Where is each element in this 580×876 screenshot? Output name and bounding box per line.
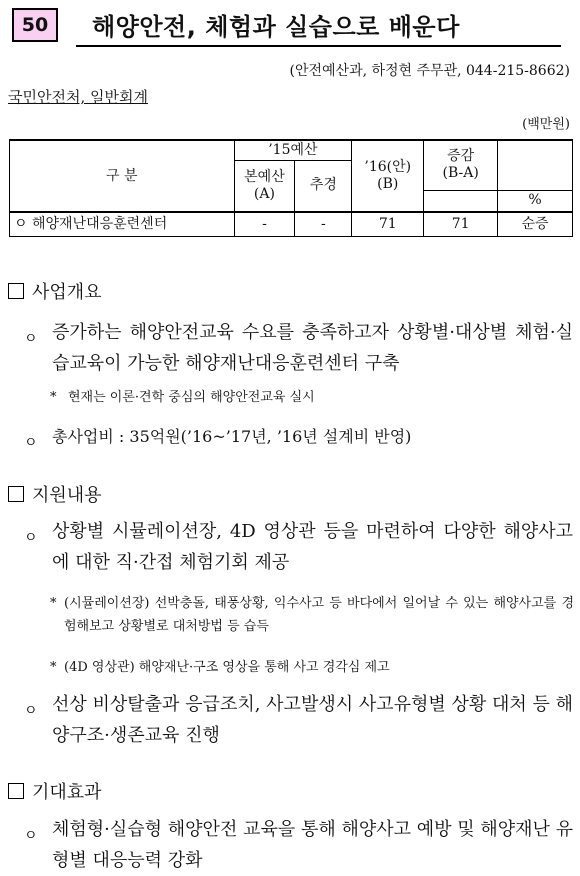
header-main-label: 본예산 [244,168,285,185]
circle-bullet-icon: ㅇ [24,331,38,347]
section-heading-label: 사업개요 [32,282,102,303]
title-underline [76,45,561,47]
unit-label: (백만원) [522,117,570,132]
section-heading-effects [8,778,102,804]
header-budget15: ’15예산 [234,140,352,160]
header-supp: 추경 [295,160,352,212]
note-item [50,656,574,679]
list-item [24,689,573,751]
note-text: (4D 영상관) 해양재난·구조 영상을 통해 사고 경각심 제고 [64,660,390,675]
header-change-sub: (B-A) [442,165,479,182]
list-item [24,421,573,452]
list-item [24,317,573,379]
bullet-text: 총사업비 : 35억원(’16~’17년, ’16년 설계비 반영) [52,427,412,446]
bullet-text: 상황별 시뮬레이션장, 4D 영상관 등을 마련하여 다양한 해양사고에 대한 직·간접 체험기회 제공 [52,521,573,573]
list-item [24,516,573,578]
header-change [424,140,498,190]
cell-main: - [234,212,295,236]
page-title: 해양안전, 체험과 실습으로 배운다 [92,13,460,41]
cell-b16: 71 [352,212,424,236]
header-division: 구 분 [10,140,235,212]
section-number-badge [12,8,58,42]
cell-pct: 순증 [498,212,573,236]
checkbox-square-icon [8,783,24,799]
note-text: 현재는 이론·견학 중심의 해양안전교육 실시 [68,390,315,405]
section-heading-overview [8,278,102,304]
note-text: (시뮬레이션장) 선박충돌, 태풍상황, 익수사고 등 바다에서 일어날 수 있는 해양사고를 경험해보고 상황별로 대처방법 등 습득 [64,596,574,634]
circle-bullet-icon: ㅇ [24,530,38,546]
circle-bullet-icon: ㅇ [24,435,38,451]
header-change-spacer [424,190,498,212]
checkbox-square-icon [8,486,24,502]
cell-supp: - [295,212,352,236]
section-heading-label: 지원내용 [32,485,102,506]
bullet-text: 증가하는 해양안전교육 수요를 충족하고자 상황별·대상별 체험·실습교육이 가능한 해양재난대응훈련센터 구축 [52,322,573,374]
section-heading-support [8,481,102,507]
header-pct-spacer [498,140,573,190]
checkbox-square-icon [8,283,24,299]
budget-table [9,139,573,237]
organization-account: 국민안전처, 일반회계 [8,88,148,106]
header-main-sub: (A) [253,185,275,202]
header-change-label: 증감 [447,148,475,165]
cell-change: 71 [424,212,498,236]
header-16-label: ’16(안) [364,159,412,175]
note-item [50,386,570,409]
circle-bullet-icon: ㅇ [24,703,38,719]
note-item [50,592,574,638]
header-pct: % [498,190,573,212]
asterisk-icon: * [50,596,57,611]
row-name: ㅇ 해양재난대응훈련센터 [10,212,235,236]
bullet-text: 체험형·실습형 해양안전 교육을 통해 해양사고 예방 및 해양재난 유형별 대응능력 강화 [52,819,573,871]
header-main [234,160,295,212]
header-16-sub: (B) [377,176,399,192]
header-16 [352,140,424,212]
table-row [10,212,573,236]
asterisk-icon: * [50,660,57,675]
asterisk-icon: * [50,390,57,405]
circle-bullet-icon: ㅇ [24,828,38,844]
section-heading-label: 기대효과 [32,782,102,803]
bullet-text: 선상 비상탈출과 응급조치, 사고발생시 사고유형별 상황 대처 등 해양구조·생존교육 진행 [52,694,573,746]
section-number: 50 [21,14,49,36]
list-item [24,814,573,876]
contact-info: (안전예산과, 하정현 주무관, 044-215-8662) [289,63,570,79]
